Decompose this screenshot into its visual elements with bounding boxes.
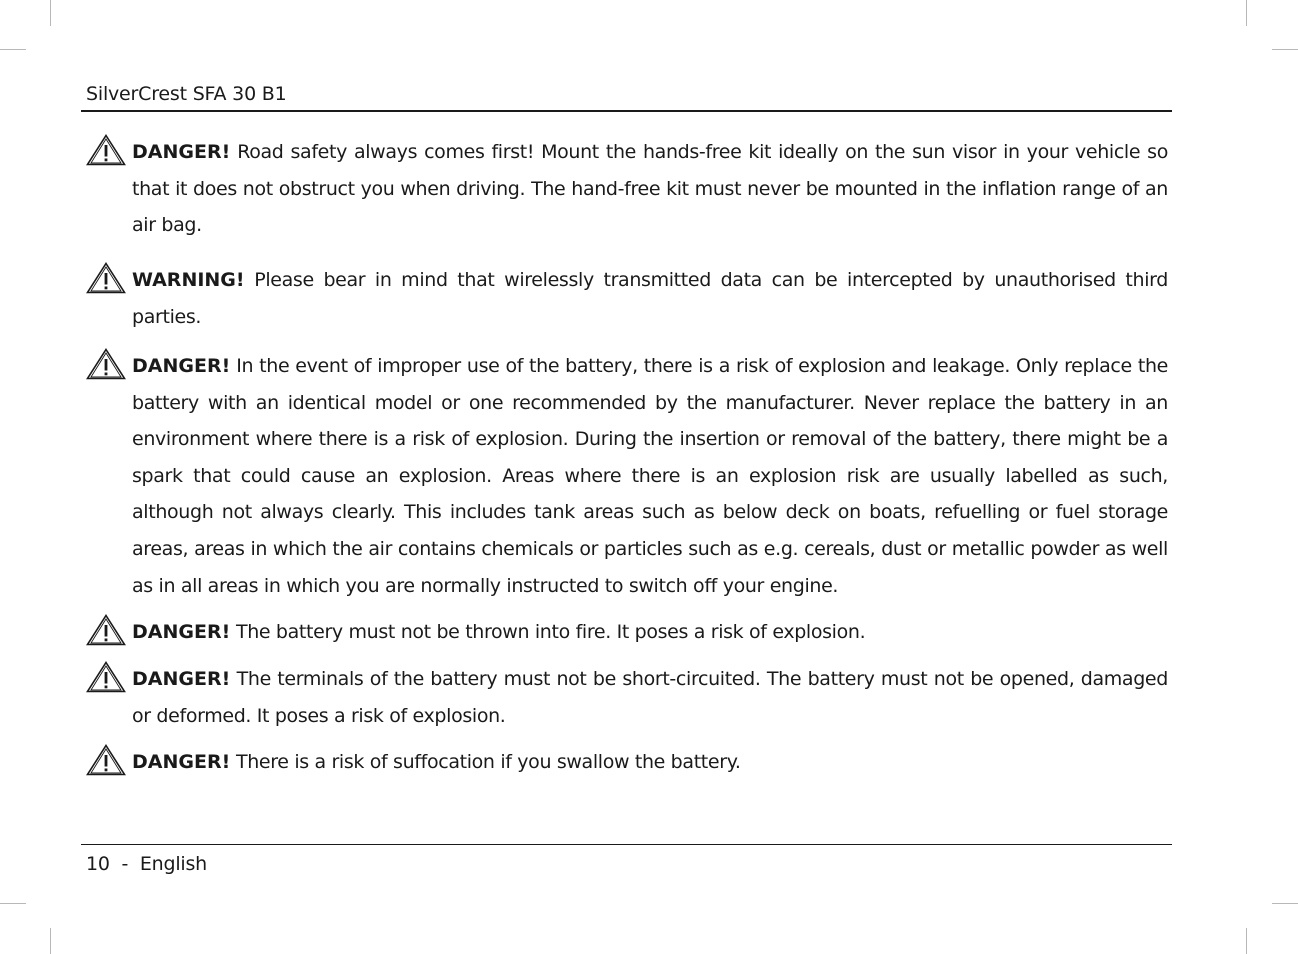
notice-danger-short-circuit xyxy=(86,661,1168,734)
warning-triangle-icon xyxy=(86,744,126,776)
header-rule xyxy=(81,110,1172,112)
notice-label: DANGER! xyxy=(132,668,231,690)
crop-mark xyxy=(1246,928,1247,954)
page-header-title: SilverCrest SFA 30 B1 xyxy=(86,83,287,105)
notice-text: Please bear in mind that wirelessly transmitted data can be intercepted by unauthorised third parties. xyxy=(132,269,1168,328)
warning-triangle-icon xyxy=(86,348,126,380)
warning-triangle-icon xyxy=(86,614,126,646)
notice-danger-battery-explosion xyxy=(86,348,1168,604)
notice-danger-road-safety xyxy=(86,134,1168,244)
footer-separator: - xyxy=(121,853,129,875)
notice-danger-battery-fire xyxy=(86,614,1168,651)
page-footer xyxy=(86,852,207,876)
warning-triangle-icon xyxy=(86,262,126,294)
crop-mark xyxy=(50,928,51,954)
page-number: 10 xyxy=(86,853,110,875)
crop-mark xyxy=(0,903,26,904)
notice-text: There is a risk of suffocation if you swallow the battery. xyxy=(235,751,741,773)
notice-label: WARNING! xyxy=(132,269,245,291)
notice-warning-data-interception xyxy=(86,262,1168,335)
notice-label: DANGER! xyxy=(132,355,231,377)
notice-text: The battery must not be thrown into fire. It poses a risk of explosion. xyxy=(235,621,866,643)
footer-language: English xyxy=(139,853,208,875)
crop-mark xyxy=(50,0,51,26)
notice-danger-suffocation xyxy=(86,744,1168,781)
crop-mark xyxy=(1272,49,1298,50)
notice-label: DANGER! xyxy=(132,751,231,773)
warning-triangle-icon xyxy=(86,661,126,693)
warning-triangle-icon xyxy=(86,134,126,166)
crop-mark xyxy=(1272,903,1298,904)
crop-mark xyxy=(1246,0,1247,26)
footer-rule xyxy=(81,844,1172,845)
notice-text: Road safety always comes first! Mount the hands-free kit ideally on the sun visor in your vehicle so that it does not obstruct you when driving. The hand-free kit must never be mounted in the inflation range of an air bag. xyxy=(132,141,1168,237)
notice-label: DANGER! xyxy=(132,141,231,163)
notice-label: DANGER! xyxy=(132,621,231,643)
notice-text: The terminals of the battery must not be short-circuited. The battery must not be opened, damaged or deformed. It poses a risk of explosion. xyxy=(132,668,1168,727)
crop-mark xyxy=(0,49,26,50)
notice-text: In the event of improper use of the battery, there is a risk of explosion and leakage. Only replace the battery with an identical model or one recommended by the manufacturer. Never replace the battery in an environment where there is a risk of explosion. During the insertion or removal of the battery, there might be a spark that could cause an explosion. Areas where there is an explosion risk are usually labelled as such, although not always clearly. This includes tank areas such as below deck on boats, refuelling or fuel storage areas, areas in which the air contains chemicals or particles such as e.g. cereals, dust or metallic powder as well as in all areas in which you are normally instructed to switch off your engine. xyxy=(132,355,1168,597)
